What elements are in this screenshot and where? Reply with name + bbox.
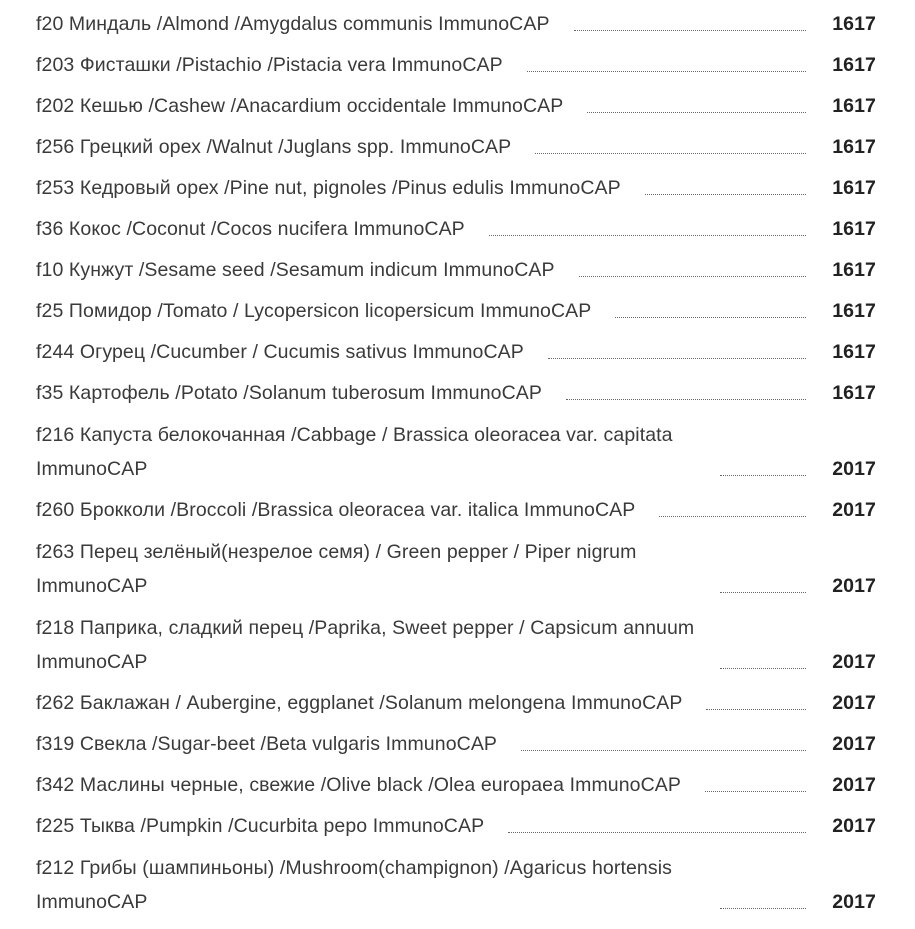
item-name: f203 Фисташки /Pistachio /Pistacia vera ImmunoCAP bbox=[36, 54, 503, 76]
item-name: f20 Миндаль /Almond /Amygdalus communis ImmunoCAP bbox=[36, 13, 550, 35]
price-list-item bbox=[36, 724, 876, 765]
price-list-item bbox=[36, 531, 876, 607]
item-price: 1617 bbox=[832, 54, 876, 76]
dotted-leader bbox=[566, 398, 806, 400]
item-name: f212 Грибы (шампиньоны) /Mushroom(champignon) /Agaricus hortensis ImmunoCAP bbox=[36, 857, 672, 913]
price-list-item bbox=[36, 127, 876, 168]
dotted-leader bbox=[645, 193, 806, 195]
dotted-leader bbox=[720, 591, 806, 593]
item-name: f256 Грецкий орех /Walnut /Juglans spp. ImmunoCAP bbox=[36, 136, 512, 158]
item-price: 2017 bbox=[832, 575, 876, 597]
dotted-leader bbox=[579, 275, 806, 277]
item-price: 2017 bbox=[832, 815, 876, 837]
item-name: f216 Капуста белокочанная /Cabbage / Brassica oleoracea var. capitata ImmunoCAP bbox=[36, 424, 673, 480]
item-price: 1617 bbox=[832, 95, 876, 117]
dotted-leader bbox=[720, 667, 806, 669]
item-name: f35 Картофель /Potato /Solanum tuberosum ImmunoCAP bbox=[36, 382, 542, 404]
dotted-leader bbox=[535, 152, 806, 154]
dotted-leader bbox=[521, 749, 806, 751]
dotted-leader bbox=[705, 790, 806, 792]
dotted-leader bbox=[489, 234, 806, 236]
dotted-leader bbox=[720, 474, 806, 476]
dotted-leader bbox=[720, 907, 806, 909]
price-list-item bbox=[36, 291, 876, 332]
dotted-leader bbox=[548, 357, 806, 359]
item-name: f36 Кокос /Coconut /Cocos nucifera ImmunoCAP bbox=[36, 218, 465, 240]
item-price: 2017 bbox=[832, 733, 876, 755]
item-name: f260 Брокколи /Broccoli /Brassica oleoracea var. italica ImmunoCAP bbox=[36, 499, 636, 521]
item-price: 1617 bbox=[832, 218, 876, 240]
dotted-leader bbox=[706, 708, 806, 710]
dotted-leader bbox=[587, 111, 806, 113]
item-price: 1617 bbox=[832, 13, 876, 35]
price-list-item bbox=[36, 332, 876, 373]
price-list-item bbox=[36, 607, 876, 683]
price-list-item bbox=[36, 806, 876, 847]
item-name: f218 Паприка, сладкий перец /Paprika, Sweet pepper / Capsicum annuum ImmunoCAP bbox=[36, 617, 695, 673]
item-price: 2017 bbox=[832, 692, 876, 714]
price-list-item bbox=[36, 86, 876, 127]
item-price: 1617 bbox=[832, 300, 876, 322]
item-price: 2017 bbox=[832, 891, 876, 913]
item-name: f253 Кедровый орех /Pine nut, pignoles /Pinus edulis ImmunoCAP bbox=[36, 177, 621, 199]
item-name: f25 Помидор /Tomato / Lycopersicon licopersicum ImmunoCAP bbox=[36, 300, 592, 322]
item-name: f225 Тыква /Pumpkin /Cucurbita pepo ImmunoCAP bbox=[36, 815, 485, 837]
item-name: f10 Кунжут /Sesame seed /Sesamum indicum ImmunoCAP bbox=[36, 259, 555, 281]
item-price: 1617 bbox=[832, 341, 876, 363]
item-price: 2017 bbox=[832, 651, 876, 673]
item-name: f263 Перец зелёный(незрелое семя) / Green pepper / Piper nigrum ImmunoCAP bbox=[36, 541, 637, 597]
item-price: 2017 bbox=[832, 499, 876, 521]
item-price: 1617 bbox=[832, 136, 876, 158]
dotted-leader bbox=[508, 831, 806, 833]
item-name: f319 Свекла /Sugar-beet /Beta vulgaris ImmunoCAP bbox=[36, 733, 498, 755]
item-name: f342 Маслины черные, свежие /Olive black /Olea europaea ImmunoCAP bbox=[36, 774, 682, 796]
price-list-item bbox=[36, 683, 876, 724]
item-price: 2017 bbox=[832, 774, 876, 796]
dotted-leader bbox=[659, 515, 806, 517]
dotted-leader bbox=[615, 316, 806, 318]
item-price: 1617 bbox=[832, 259, 876, 281]
item-price: 1617 bbox=[832, 382, 876, 404]
price-list-item bbox=[36, 847, 876, 923]
price-list-item bbox=[36, 209, 876, 250]
price-list-item bbox=[36, 250, 876, 291]
item-name: f244 Огурец /Cucumber / Cucumis sativus ImmunoCAP bbox=[36, 341, 524, 363]
price-list-item bbox=[36, 4, 876, 45]
price-list-item bbox=[36, 168, 876, 209]
price-list-item bbox=[36, 490, 876, 531]
item-price: 1617 bbox=[832, 177, 876, 199]
dotted-leader bbox=[574, 29, 806, 31]
price-list bbox=[36, 4, 876, 923]
dotted-leader bbox=[527, 70, 806, 72]
item-name: f262 Баклажан / Aubergine, eggplanet /Solanum melongena ImmunoCAP bbox=[36, 692, 683, 714]
price-list-item bbox=[36, 373, 876, 414]
price-list-item bbox=[36, 765, 876, 806]
price-list-item bbox=[36, 414, 876, 490]
item-price: 2017 bbox=[832, 458, 876, 480]
price-list-item bbox=[36, 45, 876, 86]
item-name: f202 Кешью /Cashew /Anacardium occidentale ImmunoCAP bbox=[36, 95, 564, 117]
